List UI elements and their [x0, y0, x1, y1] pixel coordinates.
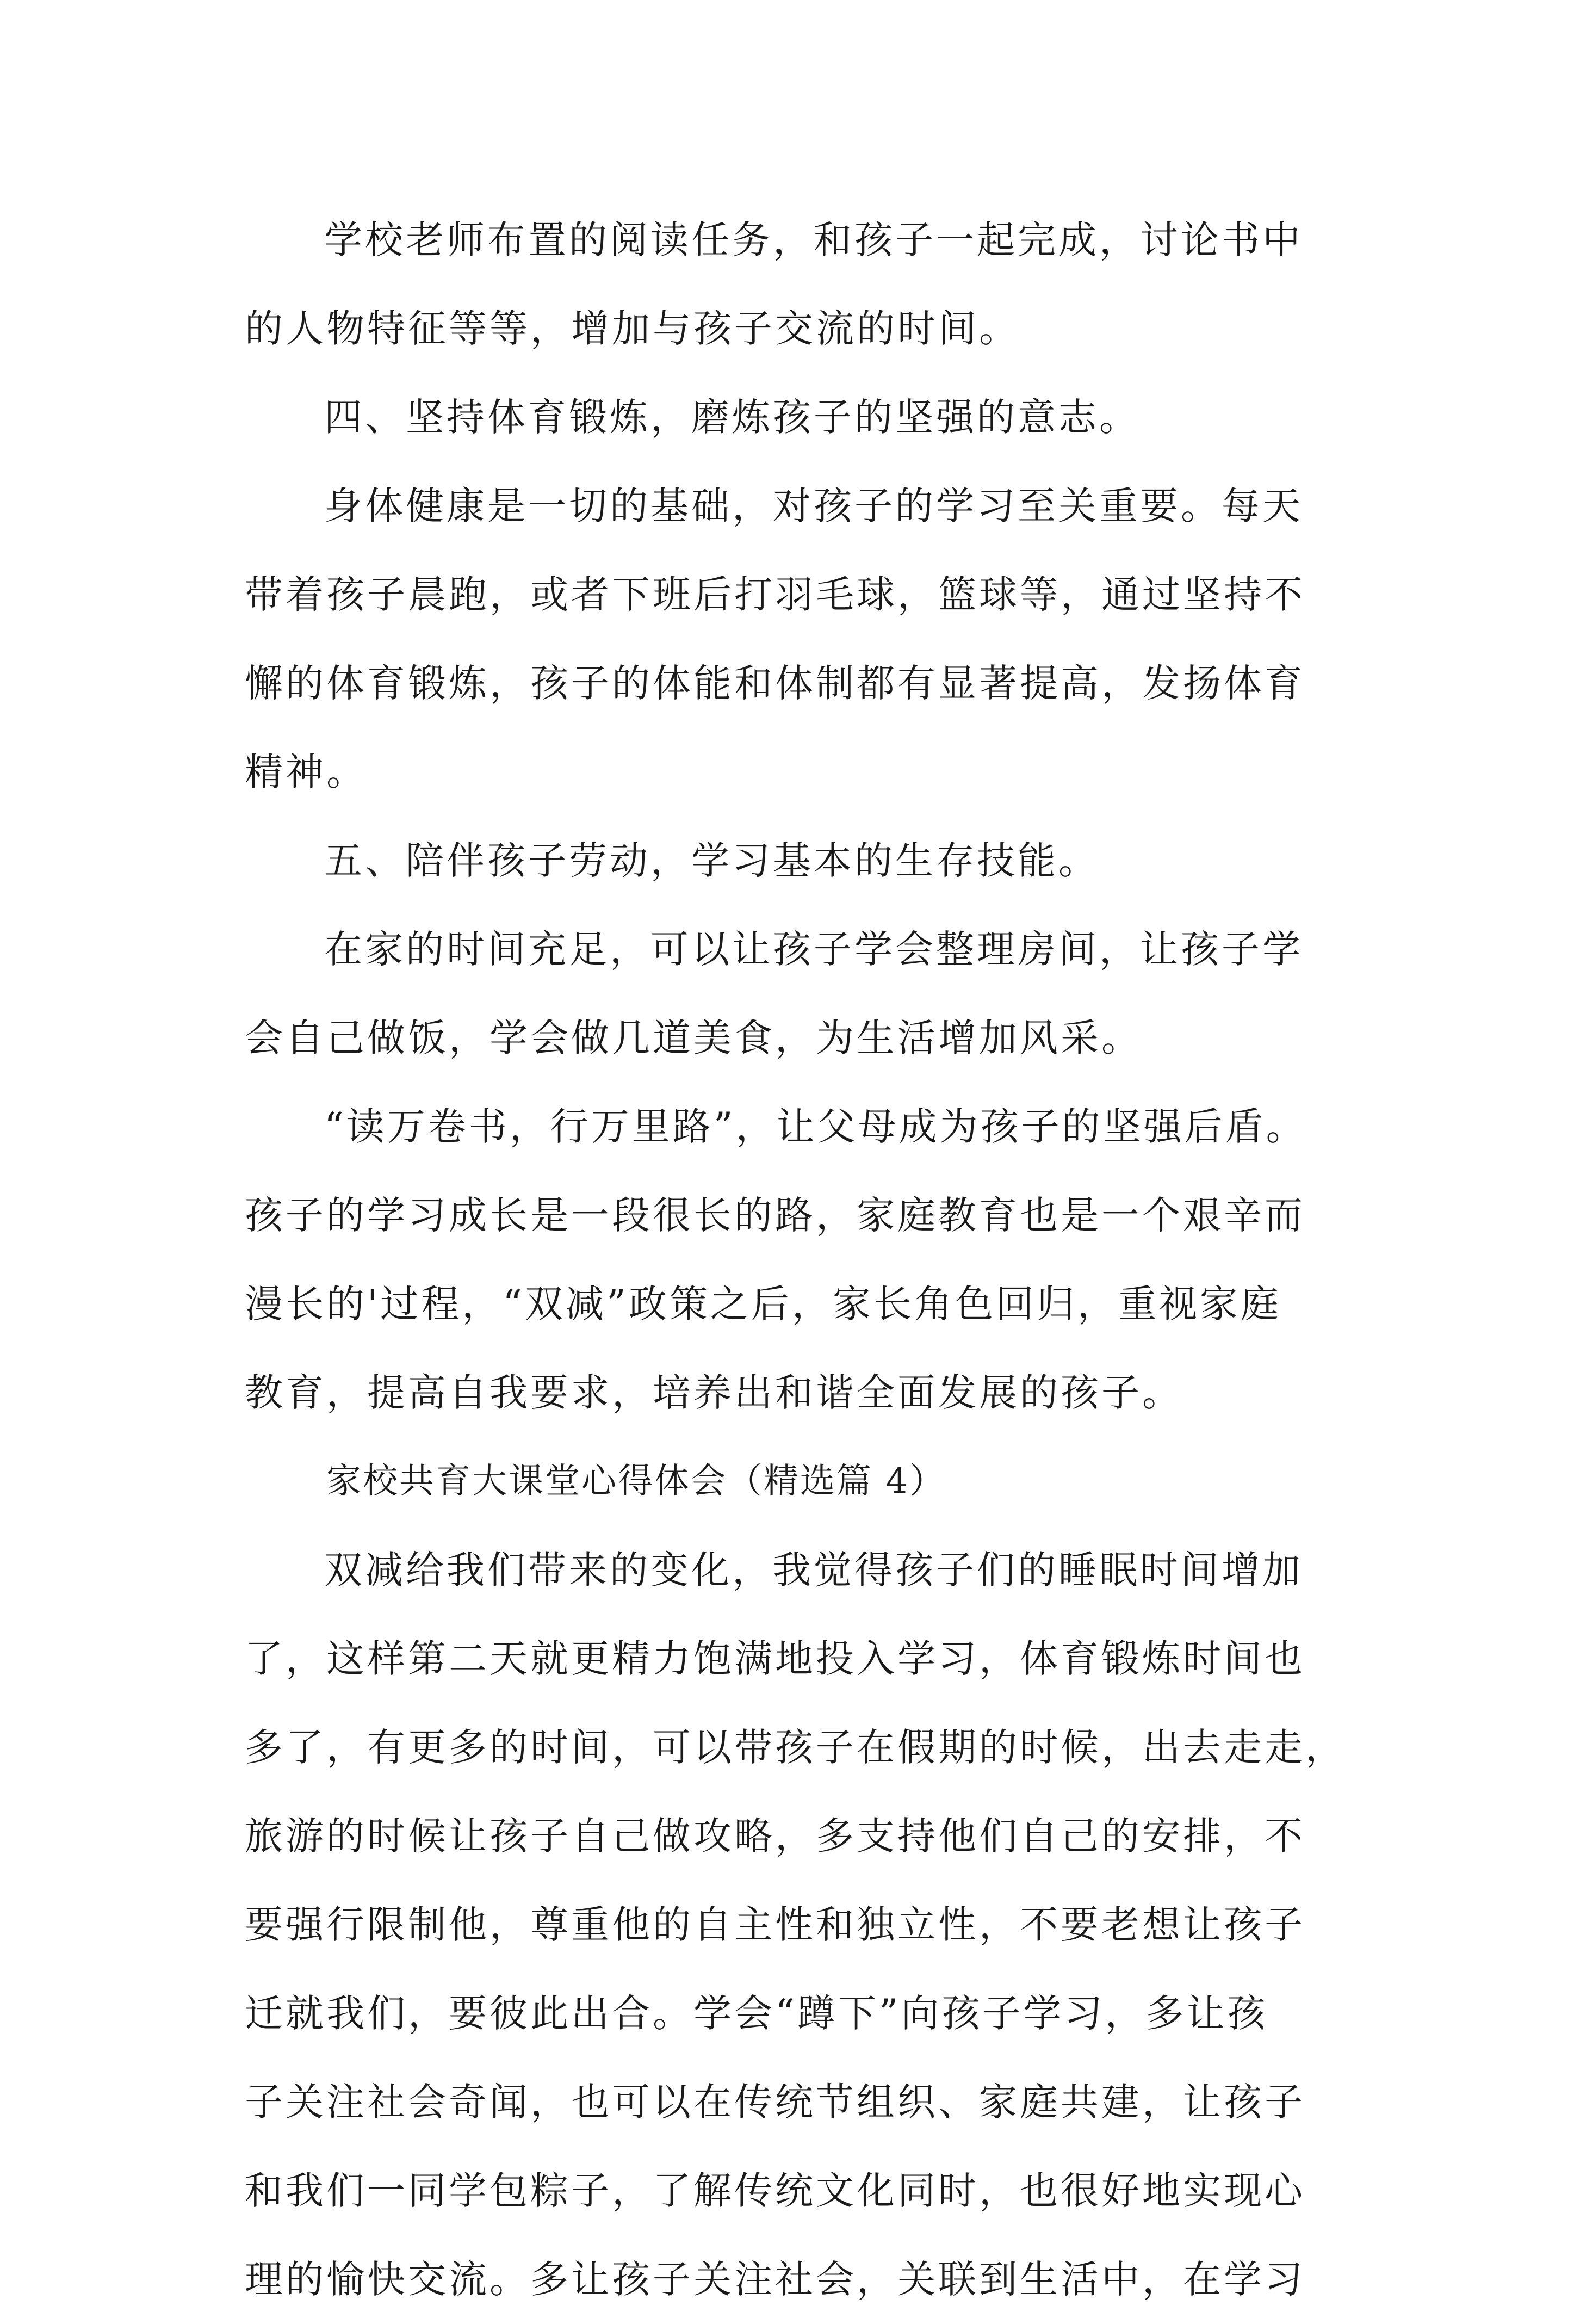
paragraph-line: 理的愉快交流。多让孩子关注社会，关联到生活中，在学习: [245, 2257, 1305, 2302]
paragraph-line: 懈的体育锻炼，孩子的体能和体制都有显著提高，发扬体育: [245, 661, 1305, 706]
paragraph-line: 孩子的学习成长是一段很长的路，家庭教育也是一个艰辛而: [245, 1193, 1305, 1238]
section-heading-4: 四、坚持体育锻炼，磨炼孩子的坚强的意志。: [324, 395, 1140, 440]
section-heading-5: 五、陪伴孩子劳动，学习基本的生存技能。: [324, 838, 1099, 883]
paragraph-line: “读万卷书，行万里路”，让父母成为孩子的坚强后盾。: [324, 1104, 1307, 1149]
paragraph-line: 学校老师布置的阅读任务，和孩子一起完成，讨论书中: [324, 218, 1303, 262]
paragraph-line: 双减给我们带来的变化，我觉得孩子们的睡眠时间增加: [324, 1548, 1303, 1592]
paragraph-line: 在家的时间充足，可以让孩子学会整理房间，让孩子学: [324, 927, 1303, 972]
paragraph-line: 和我们一同学包粽子，了解传统文化同时，也很好地实现心: [245, 2168, 1305, 2213]
paragraph-line: 身体健康是一切的基础，对孩子的学习至关重要。每天: [324, 484, 1303, 528]
article-heading: 家校共育大课堂心得体会（精选篇 4）: [326, 1461, 946, 1501]
paragraph-line: 多了，有更多的时间，可以带孩子在假期的时候，出去走走，: [245, 1725, 1346, 1770]
paragraph-line: 要强行限制他，尊重他的自主性和独立性，不要老想让孩子: [245, 1902, 1305, 1947]
paragraph-line: 了，这样第二天就更精力饱满地投入学习，体育锻炼时间也: [245, 1636, 1305, 1681]
paragraph-line: 精神。: [245, 750, 367, 794]
paragraph-line: 子关注社会奇闻，也可以在传统节组织、家庭共建，让孩子: [245, 2080, 1305, 2124]
paragraph-line: 带着孩子晨跑，或者下班后打羽毛球，篮球等，通过坚持不: [245, 572, 1305, 617]
paragraph-line: 迁就我们，要彼此出合。学会“蹲下”向孩子学习，多让孩: [245, 1991, 1268, 2036]
paragraph-line: 会自己做饭，学会做几道美食，为生活增加风采。: [245, 1016, 1142, 1060]
paragraph-line: 旅游的时候让孩子自己做攻略，多支持他们自己的安排，不: [245, 1814, 1305, 1858]
paragraph-line: 的人物特征等等，增加与孩子交流的时间。: [245, 306, 1020, 351]
document-body: [245, 196, 1346, 2324]
paragraph-line: 漫长的'过程，“双减”政策之后，家长角色回归，重视家庭: [245, 1282, 1281, 1326]
paragraph-line: 教育，提高自我要求，培养出和谐全面发展的孩子。: [245, 1370, 1183, 1415]
